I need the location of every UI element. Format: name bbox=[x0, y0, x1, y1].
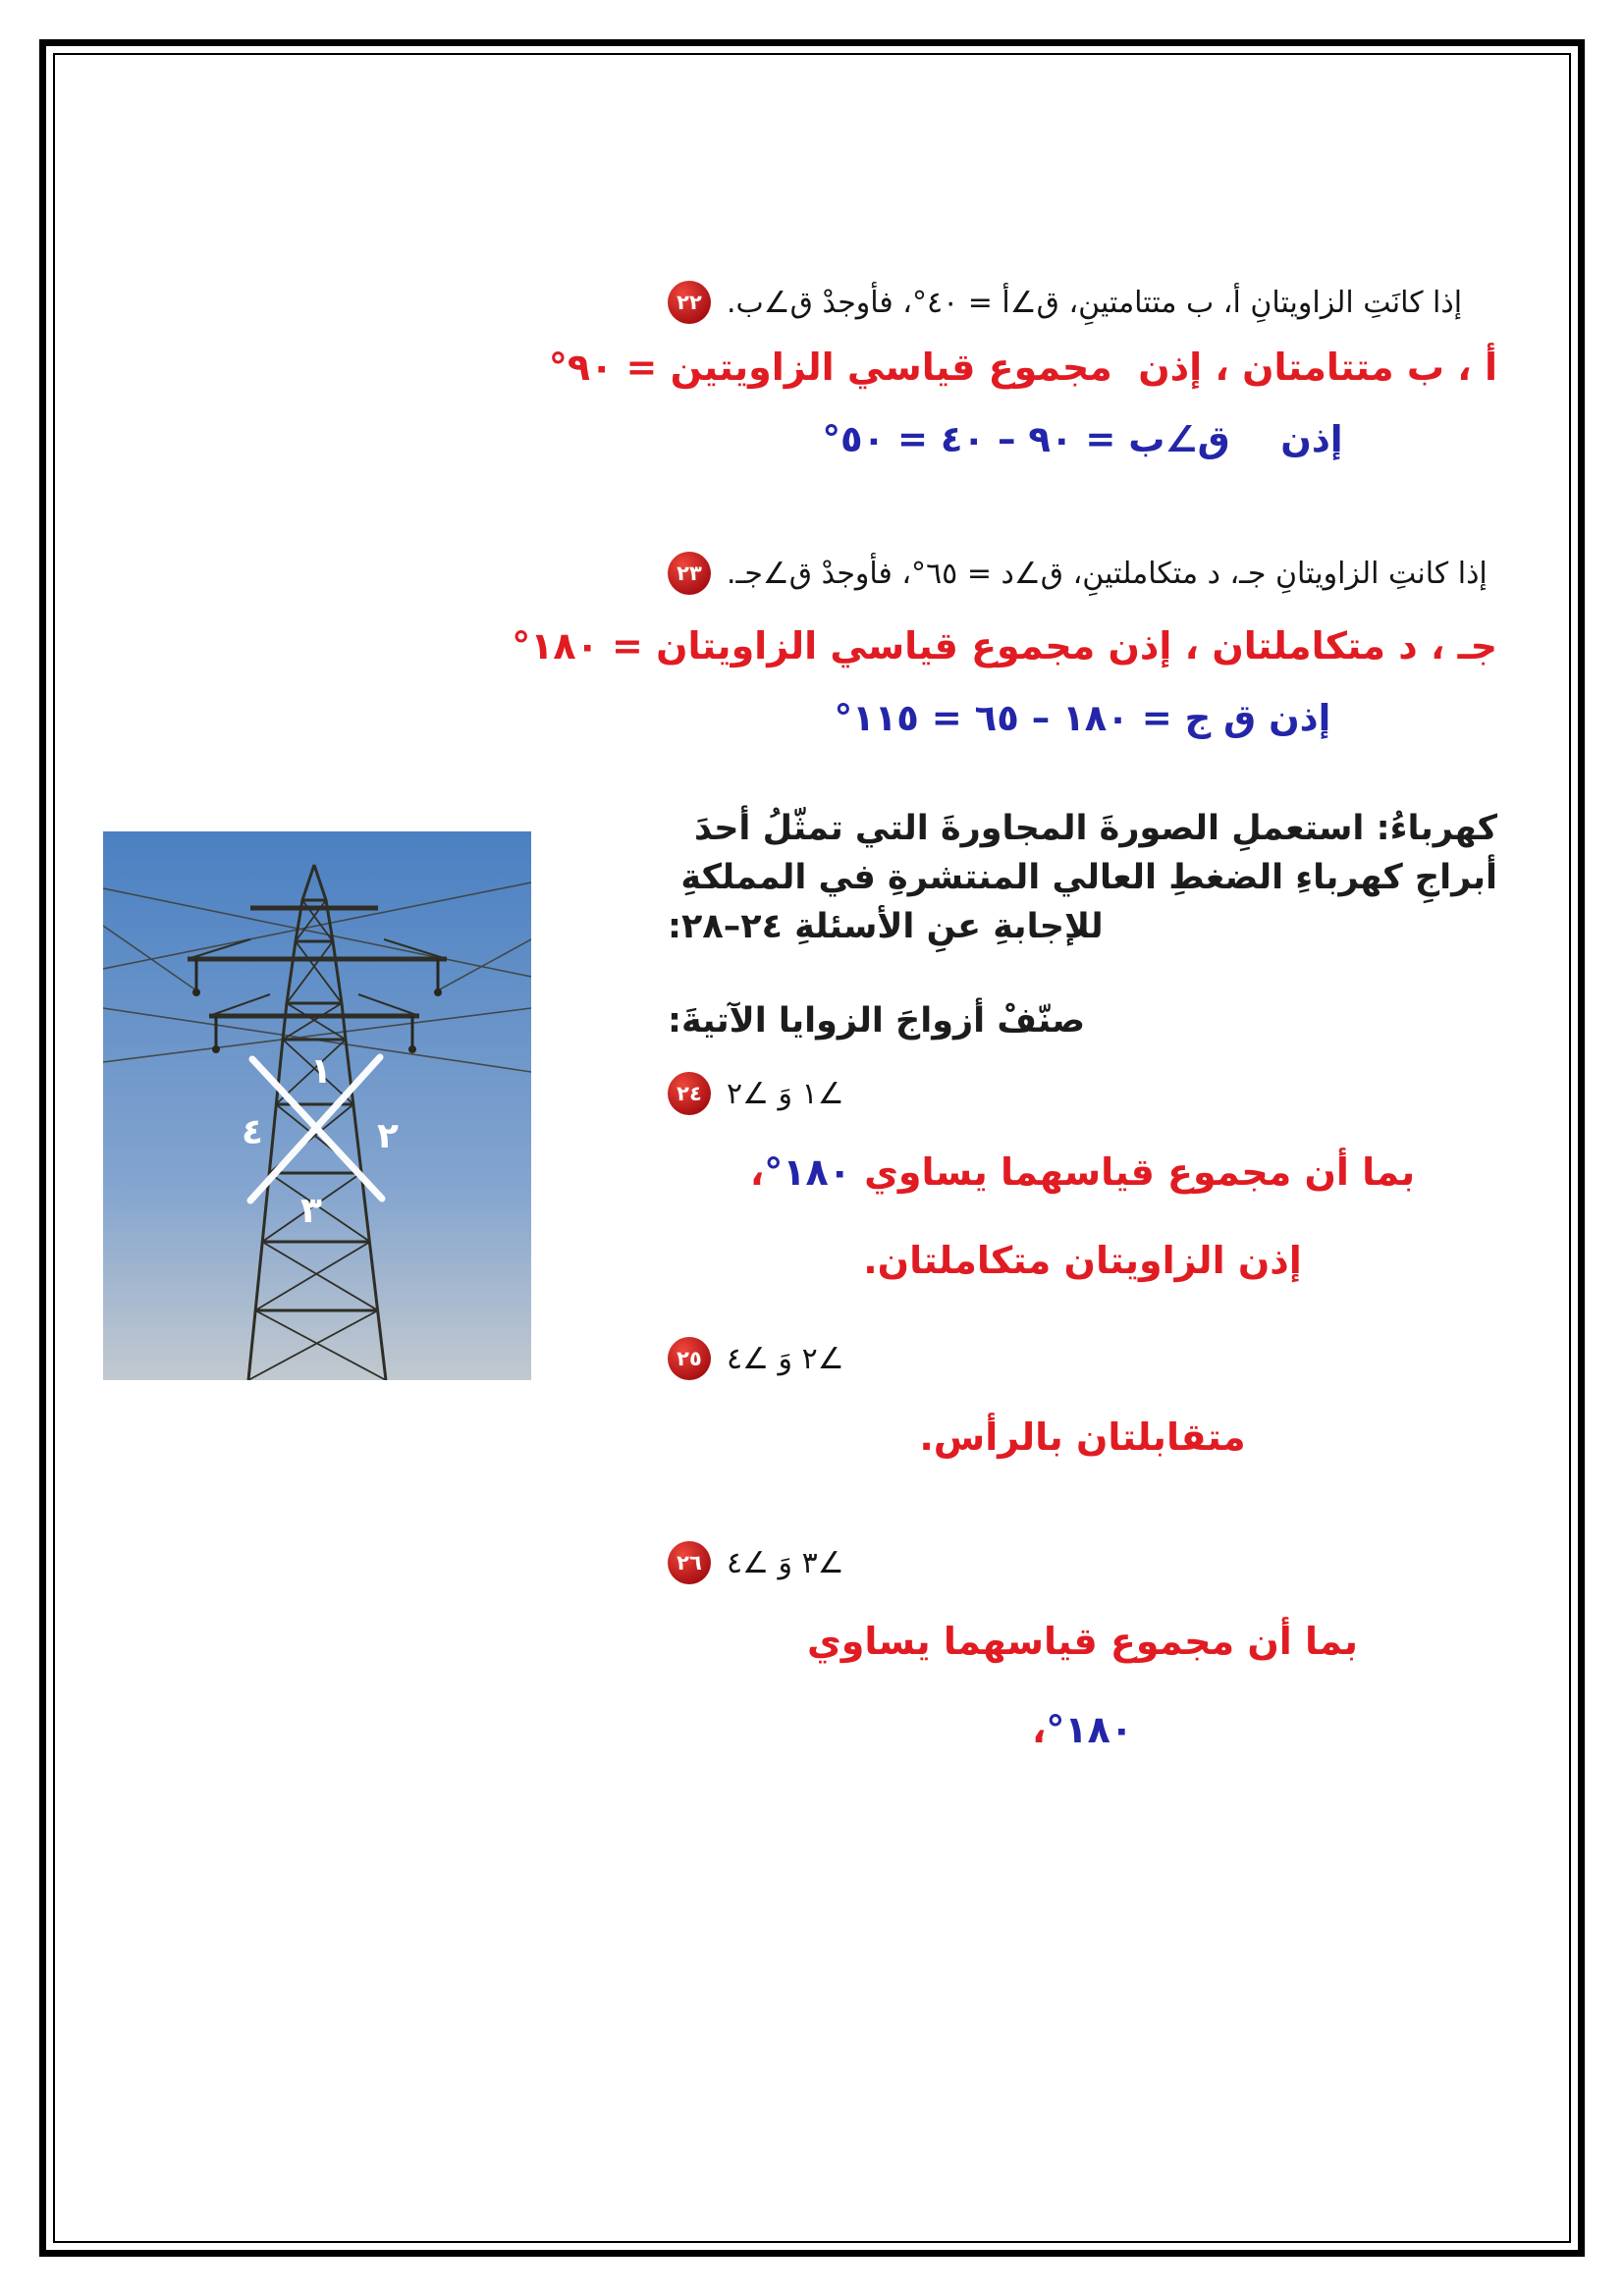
question-22-answer-line1: أ ، ب متتامتان ، إذن مجموع قياسي الزاويتين = ٩٠° bbox=[548, 346, 1497, 389]
question-26-answer-line2 bbox=[668, 1708, 1497, 1751]
answer-24-blue-value: ١٨٠° bbox=[764, 1150, 851, 1194]
question-25-text: ∠٢ وَ ∠٤ bbox=[727, 1341, 844, 1376]
question-24-badge: ٢٤ bbox=[668, 1072, 711, 1115]
question-23-answer-line1: جـ ، د متكاملتان ، إذن مجموع قياسي الزاويتان = ١٨٠° bbox=[512, 624, 1497, 667]
answer-24-red-part: بما أن مجموع قياسهما يساوي bbox=[850, 1150, 1416, 1194]
question-24-answer-line1 bbox=[668, 1150, 1497, 1194]
question-22-answer-line2: إذن ق∠ب = ٩٠ – ٤٠ = ٥٠° bbox=[822, 418, 1343, 460]
question-23-text: إذا كانتِ الزاويتانِ جـ، د متكاملتينِ، ق∠د = ٦٥°، فأوجدْ ق∠جـ. bbox=[727, 556, 1488, 591]
question-25-badge: ٢٥ bbox=[668, 1337, 711, 1380]
question-22-badge: ٢٢ bbox=[668, 281, 711, 324]
question-25-row bbox=[668, 1337, 844, 1380]
question-24-row bbox=[668, 1072, 844, 1115]
question-24-answer-line2: إذن الزاويتان متكاملتان. bbox=[863, 1239, 1302, 1282]
question-23-badge: ٢٣ bbox=[668, 552, 711, 595]
question-22-text: إذا كانَتِ الزاويتانِ أ، ب متتامتينِ، ق∠أ = ٤٠°، فأوجدْ ق∠ب. bbox=[727, 285, 1463, 320]
question-26-badge: ٢٦ bbox=[668, 1541, 711, 1584]
angle-label-2: ٢ bbox=[377, 1116, 399, 1156]
electricity-intro-line3: للإجابةِ عنِ الأسئلةِ ٢٤–٢٨: bbox=[668, 907, 1104, 946]
question-26-row bbox=[668, 1541, 844, 1584]
question-23-row bbox=[668, 552, 1488, 595]
power-tower-photo bbox=[103, 831, 531, 1380]
answer-26-blue-value: ١٨٠° bbox=[1046, 1708, 1134, 1751]
angle-label-3: ٣ bbox=[300, 1191, 322, 1231]
question-26-answer-line1: بما أن مجموع قياسهما يساوي bbox=[806, 1620, 1359, 1663]
angle-label-1: ١ bbox=[310, 1051, 332, 1092]
electricity-intro-line1: كهرباءُ: استعملِ الصورةَ المجاورةَ التي تمثّلُ أحدَ bbox=[693, 809, 1497, 848]
answer-24-comma: ، bbox=[749, 1150, 765, 1194]
question-24-text: ∠١ وَ ∠٢ bbox=[727, 1076, 844, 1111]
tower-photo-figure bbox=[103, 831, 531, 1380]
answer-26-comma: ، bbox=[1031, 1708, 1047, 1751]
electricity-intro-line2: أبراجِ كهرباءِ الضغطِ العالي المنتشرةِ في المملكةِ bbox=[680, 858, 1497, 897]
angle-label-4: ٤ bbox=[242, 1112, 263, 1152]
question-26-text: ∠٣ وَ ∠٤ bbox=[727, 1545, 844, 1580]
classify-instruction: صنّفْ أزواجَ الزوايا الآتيةَ: bbox=[668, 1001, 1086, 1041]
question-25-answer: متقابلتان بالرأس. bbox=[919, 1415, 1246, 1459]
question-23-answer-line2: إذن ق ج = ١٨٠ – ٦٥ = ١١٥° bbox=[834, 697, 1331, 739]
question-22-row bbox=[668, 281, 1462, 324]
